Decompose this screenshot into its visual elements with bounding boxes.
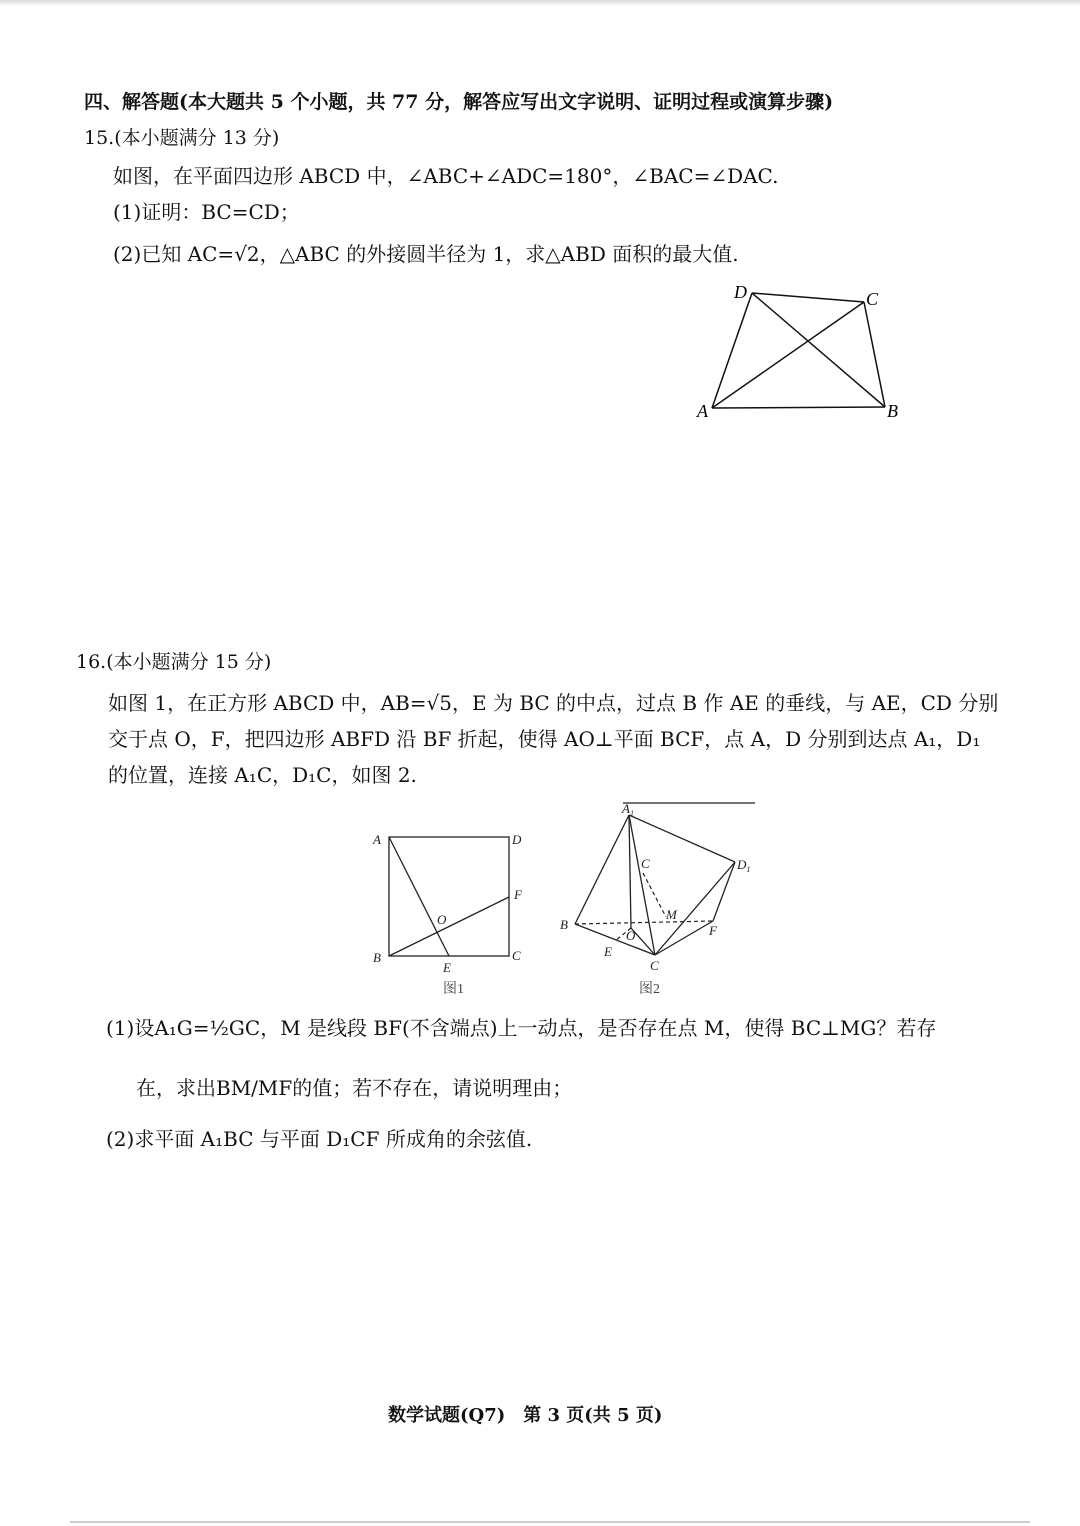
- fig2-edge-a1-d1: [629, 815, 735, 862]
- fig1-label-e: E: [443, 960, 451, 975]
- page-bottom-edge: [70, 1521, 1030, 1523]
- fig1-label-f: F: [514, 887, 522, 902]
- fig2-dashed-bf: [575, 921, 713, 924]
- fig2-label-o: O: [626, 928, 636, 943]
- q16-part2: (2)求平面 A₁BC 与平面 D₁CF 所成角的余弦值.: [106, 1127, 533, 1151]
- fig1-label-b: B: [373, 950, 381, 965]
- q16-stem-line3: 的位置，连接 A₁C，D₁C，如图 2.: [108, 763, 417, 787]
- fig2-label-b: B: [560, 917, 568, 932]
- q16-figure1-square: [365, 825, 535, 1000]
- fig1-label-d: D: [512, 832, 522, 847]
- fig2-edge-d1-f: [713, 862, 735, 921]
- fig1-square-abcd: [389, 837, 509, 956]
- q16-stem-line2: 交于点 O，F，把四边形 ABFD 沿 BF 折起，使得 AO⊥平面 BCF，点 A，D 分别到达点 A₁，D₁: [108, 727, 981, 751]
- q16-stem-line1: 如图 1，在正方形 ABCD 中，AB=√5，E 为 BC 的中点，过点 B 作 AE 的垂线，与 AE，CD 分别: [108, 691, 999, 715]
- q16-part1-line2: 在，求出BM/MF的值；若不存在，请说明理由；: [136, 1076, 573, 1100]
- q15-quadrilateral-figure: [690, 280, 920, 425]
- q15-edge-cd: [752, 293, 864, 302]
- q15-diagonal-ac: [712, 302, 864, 408]
- fig2-edge-b-c: [575, 924, 655, 955]
- q15-edge-da: [712, 293, 752, 408]
- q15-edge-ab: [712, 407, 885, 408]
- q15-label-d: D: [734, 282, 747, 302]
- q15-part2: (2)已知 AC=√2，△ABC 的外接圆半径为 1，求△ABD 面积的最大值.: [113, 242, 739, 266]
- q16-part1-line1: (1)设A₁G=½GC，M 是线段 BF(不含端点)上一动点，是否存在点 M，使得 BC⊥MG？若存: [106, 1016, 937, 1040]
- page-footer: 数学试题(Q7) 第 3 页(共 5 页): [388, 1405, 663, 1426]
- q15-header: 15.(本小题满分 13 分): [84, 127, 280, 149]
- section-title: 四、解答题(本大题共 5 个小题，共 77 分，解答应写出文字说明、证明过程或演算步骤): [84, 91, 834, 113]
- fig1-label-a: A: [373, 832, 381, 847]
- q15-label-c: C: [866, 289, 879, 309]
- fig1-label-c: C: [512, 948, 521, 963]
- q16-header: 16.(本小题满分 15 分): [76, 651, 272, 673]
- fig2-label-c: C: [650, 958, 659, 973]
- q16-figure2-folded: [555, 795, 765, 1000]
- q15-label-b: B: [887, 401, 898, 421]
- fig2-label-c-upper: C: [641, 856, 650, 871]
- fig2-caption: 图2: [639, 982, 660, 997]
- fig2-label-d1: $D_1$: [737, 857, 751, 874]
- fig1-segment-ae: [389, 837, 449, 956]
- fig1-label-o: O: [437, 912, 447, 927]
- fig2-edge-a1-b: [575, 815, 629, 924]
- fig1-segment-bf: [389, 897, 509, 956]
- fig1-caption: 图1: [443, 982, 464, 997]
- fig2-label-e: E: [604, 944, 612, 959]
- fig2-edge-c-f: [655, 921, 713, 955]
- page-top-edge: [0, 0, 1080, 6]
- fig2-label-m: M: [666, 907, 677, 922]
- q15-stem: 如图，在平面四边形 ABCD 中，∠ABC+∠ADC=180°，∠BAC=∠DAC.: [113, 164, 779, 188]
- fig2-label-f: F: [709, 923, 717, 938]
- fig2-label-a1: $A_1$: [622, 801, 634, 818]
- q15-part1: (1)证明：BC=CD；: [113, 200, 300, 224]
- q15-label-a: A: [697, 401, 708, 421]
- fig2-edge-a1-o: [629, 815, 631, 928]
